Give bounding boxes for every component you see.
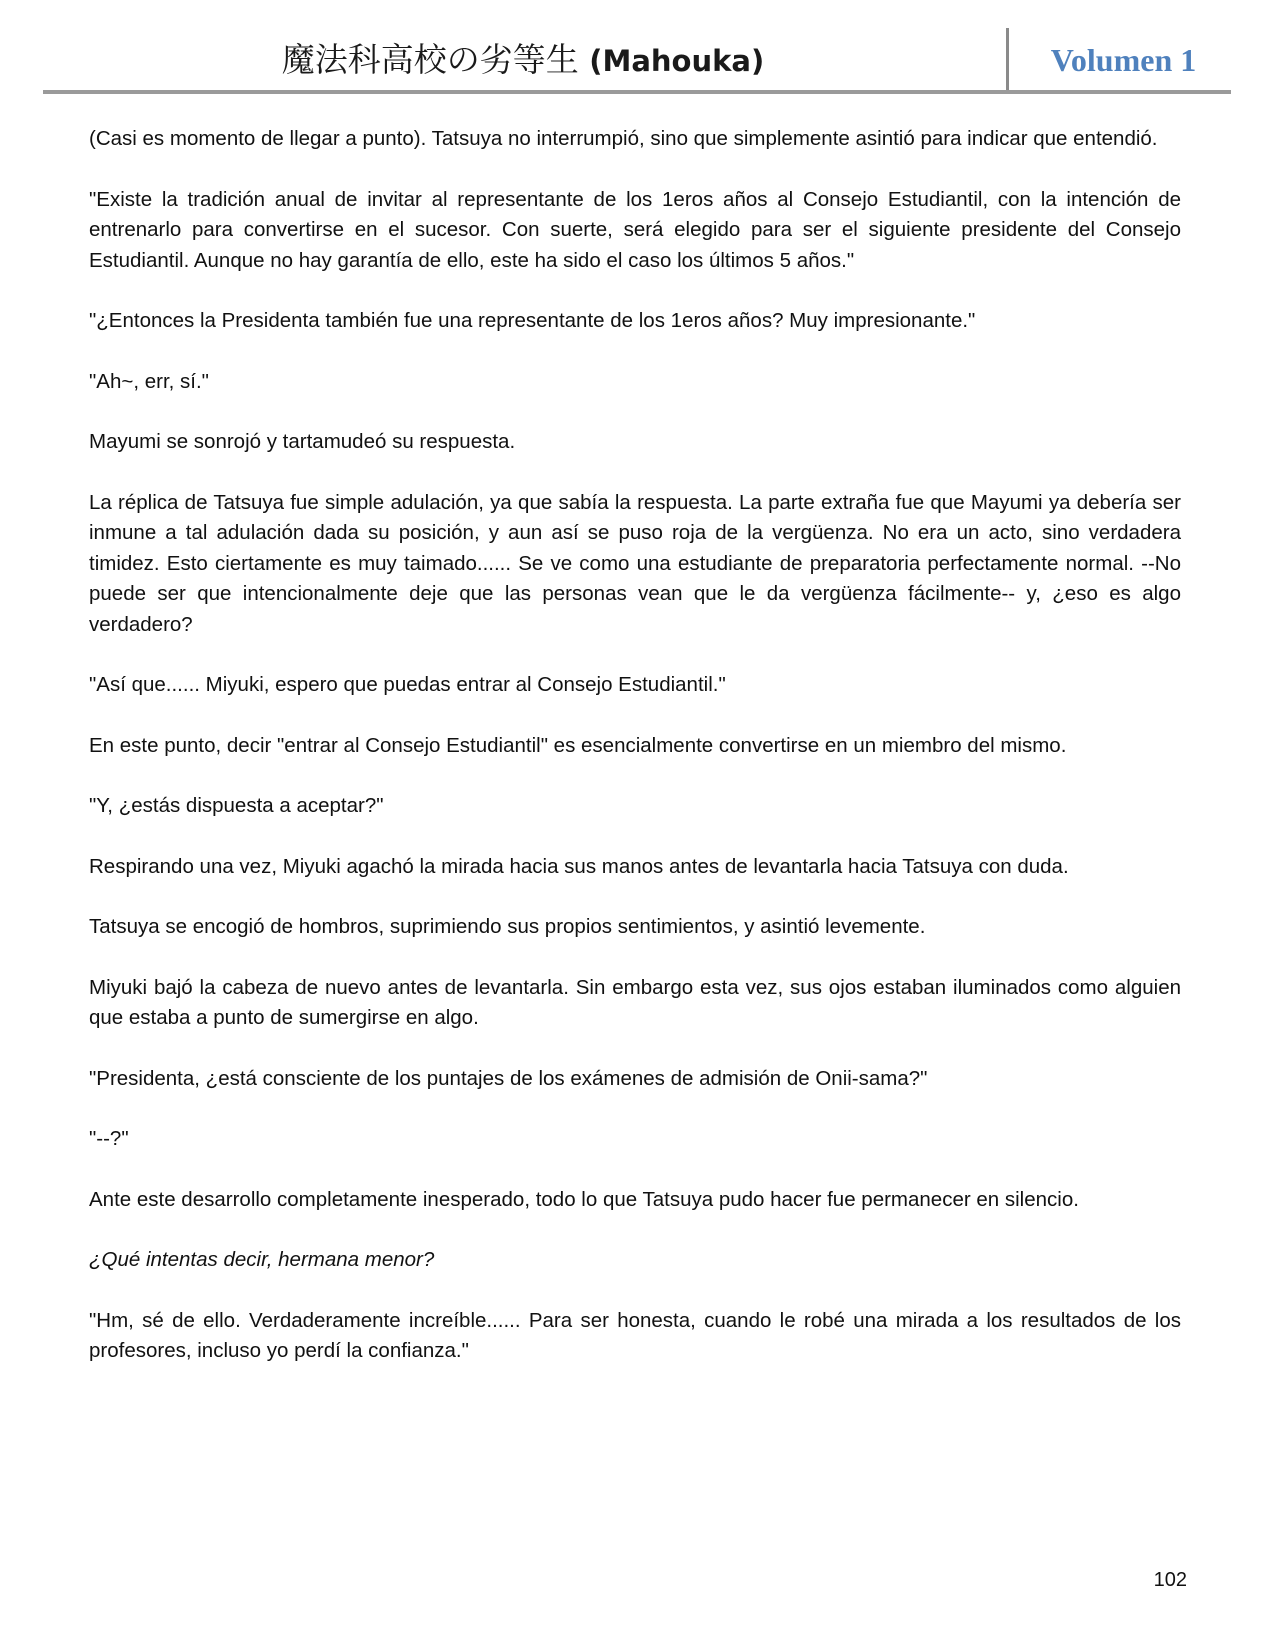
paragraph: (Casi es momento de llegar a punto). Tatsuya no interrumpió, sino que simplemente asintió para indicar que entendió. <box>89 127 1158 150</box>
book-title-japanese: 魔法科高校の劣等生 <box>281 40 579 79</box>
header-rule <box>43 90 1231 94</box>
page-body <box>89 124 1181 1397</box>
paragraph: "¿Entonces la Presidenta también fue una representante de los 1eros años? Muy impresionante." <box>89 309 976 332</box>
paragraph: "Hm, sé de ello. Verdaderamente increíble...... Para ser honesta, cuando le robé una mirada a los resultados de los profesores, incluso yo perdí la confianza." <box>89 1308 1181 1362</box>
volume-label: Volumen 1 <box>1050 42 1197 78</box>
paragraph: "Y, ¿estás dispuesta a aceptar?" <box>89 794 384 817</box>
paragraph: "Presidenta, ¿está consciente de los puntajes de los exámenes de admisión de Onii-sama?" <box>89 1066 928 1090</box>
italic-thought-paragraph: ¿Qué intentas decir, hermana menor? <box>89 1248 435 1271</box>
paragraph: "--?" <box>89 1127 129 1150</box>
paragraph: Respirando una vez, Miyuki agachó la mirada hacia sus manos antes de levantarla hacia Tatsuya con duda. <box>89 854 1069 878</box>
paragraph: "Así que...... Miyuki, espero que puedas entrar al Consejo Estudiantil." <box>89 673 726 696</box>
book-title-latin: (Mahouka) <box>589 44 765 78</box>
paragraph: En este punto, decir "entrar al Consejo Estudiantil" es esencialmente convertirse en un miembro del mismo. <box>89 733 1067 757</box>
header-divider <box>1006 28 1009 92</box>
page-header <box>43 28 1231 94</box>
book-title <box>43 38 1003 83</box>
paragraph: Tatsuya se encogió de hombros, suprimiendo sus propios sentimientos, y asintió levemente. <box>89 915 926 938</box>
paragraph: "Existe la tradición anual de invitar al representante de los 1eros años al Consejo Estudiantil, con la intención de entrenarlo para convertirse en el sucesor. Con suerte, será elegido para ser el siguiente presidente del Consejo Estudiantil. Aunque no hay garantía de ello, este ha sido el caso los últimos 5 años." <box>89 187 1181 272</box>
paragraph: Ante este desarrollo completamente inesperado, todo lo que Tatsuya pudo hacer fue permanecer en silencio. <box>89 1187 1079 1211</box>
paragraph: "Ah~, err, sí." <box>89 369 209 393</box>
paragraph: La réplica de Tatsuya fue simple adulación, ya que sabía la respuesta. La parte extraña fue que Mayumi ya debería ser inmune a tal adulación dada su posición, y aun así se puso roja de la vergüenza. No era un acto, sino verdadera timidez. Esto ciertamente es muy taimado...... Se ve como una estudiante de preparatoria perfectamente normal. --No puede ser que intencionalmente deje que las personas vean que le da vergüenza fácilmente-- y, ¿eso es algo verdadero? <box>89 490 1181 636</box>
paragraph: Mayumi se sonrojó y tartamudeó su respuesta. <box>89 430 516 453</box>
paragraph: Miyuki bajó la cabeza de nuevo antes de levantarla. Sin embargo esta vez, sus ojos estaban iluminados como alguien que estaba a punto de sumergirse en algo. <box>89 975 1181 1029</box>
page-number: 102 <box>1153 1569 1187 1591</box>
